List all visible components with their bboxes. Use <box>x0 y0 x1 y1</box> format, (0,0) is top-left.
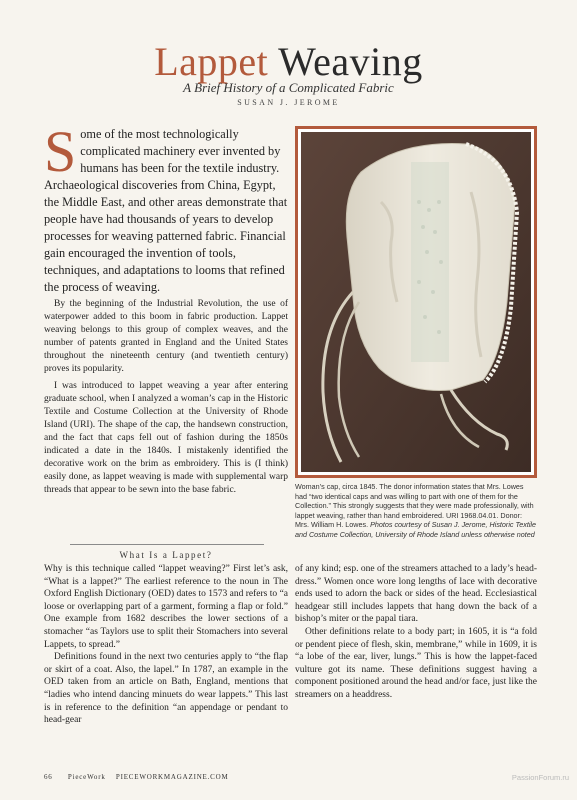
lead-text: ome of the most technologically complicated machinery ever invented by humans has been for the textile industry. Archaeological discoveries from China, Egypt, the Middle East, and other areas demonstrate that people have had thousands of years to develop processes for weaving patterned fabric. Financial gain encouraged the invention of tools, techniques, and adaptations to looms that refined the process of weaving. <box>44 127 288 294</box>
section-left-paragraph-1: Why is this technique called “lappet weaving?” First let’s ask, “What is a lappet?” The earliest reference to the noun in The Oxford English Dictionary (OED) dates to 1573 and refers to “a loose or overlapping part of a garment, forming a flap or fold.” One example from 1682 describes the lower sections of a stomacher “as Taylors use to split their Stomachers into several Lappets, to spread.” <box>44 564 288 650</box>
section-rule <box>70 544 264 545</box>
body-paragraph-1: By the beginning of the Industrial Revolution, the use of waterpower added to this boom in fabric production. Lappet weaving belongs to this group of complex weaves, and the number of patents granted in England and the United States throughout the nineteenth century (and twentieth century) proves its popularity. <box>44 299 288 374</box>
article-subtitle: A Brief History of a Complicated Fabric <box>183 80 394 95</box>
section-right-column <box>295 563 537 702</box>
section-left-paragraph-2: Definitions found in the next two centuries apply to “the flap or skirt of a coat. Also, the lapel.” In 1787, an example in the OED taken from an article on Bath, England, mentions that “ladies who intend dancing minuets do wear lappets.” This last is in reference to the definition “an appendage or pendant to head-gear <box>44 652 288 726</box>
page-number: 66 <box>44 773 53 781</box>
magazine-name: PieceWork <box>67 773 106 781</box>
watermark: PassionForum.ru <box>511 773 569 782</box>
section-left-column <box>44 563 288 727</box>
caption-text: Woman’s cap, circa 1845. The donor information states that Mrs. Lowes had “two identical caps and was willing to part with one of them for the Collection.” This strongly suggests that they were made professionally, with lappet weaving, rather than hand embroidered. URI 1968.04.01. Donor: Mrs. William H. Lowes. <box>295 482 534 530</box>
lead-paragraph <box>44 119 288 296</box>
title-accent-word: Lappet <box>154 39 269 84</box>
section-right-paragraph-2: Other definitions relate to a body part; in 1605, it is “a fold or pendent piece of flesh, skin, membrane,” while in 1609, it is “a lobe of the ear, liver, lungs.” This is how the lappet-faced vulture got its name. These definitions suggest having a component positioned around the head and/or face, just like the streamers on a headdress. <box>295 626 537 700</box>
section-heading: What Is a Lappet? <box>119 550 213 560</box>
magazine-website: PIECEWORKMAGAZINE.COM <box>115 773 229 781</box>
bonnet-illustration <box>301 132 531 472</box>
title-rest-word: Weaving <box>278 39 423 84</box>
body-paragraph-2: I was introduced to lappet weaving a year after entering graduate school, when I analyzed a woman’s cap in the Historic Textile and Costume Collection at the University of Rhode Island (URI). The shape of the cap, the handsewn construction, and the fact that caps fell out of fashion during the 1850s indicated a date in the 1840s. I mistakenly identified the decorative work on the brim as embroidery. This is (I think) easily done, as lappet weaving is made with supplemental warp threads that appear to be sewn into the base fabric. <box>44 381 288 495</box>
article-title <box>0 40 577 84</box>
intro-body <box>44 298 288 497</box>
page-footer <box>44 773 229 781</box>
photo-credit: Photos courtesy of Susan J. Jerome, Historic Textile and Costume Collection, University of Rhode Island unless otherwise noted <box>295 520 537 539</box>
drop-cap: S <box>44 119 77 184</box>
section-right-paragraph-1: of any kind; esp. one of the streamers attached to a lady’s head-dress.” Women once wore long lengths of lace with decorative ends used to adorn the back or sides of the head. Ecclesiastical headgear still includes lappets that hang down the back of a bishop’s miter or the papal tiara. <box>295 564 537 625</box>
author-byline: SUSAN J. JEROME <box>237 98 340 107</box>
photo-frame <box>295 126 537 478</box>
photo-caption <box>295 482 537 540</box>
bonnet-photo <box>301 132 531 472</box>
